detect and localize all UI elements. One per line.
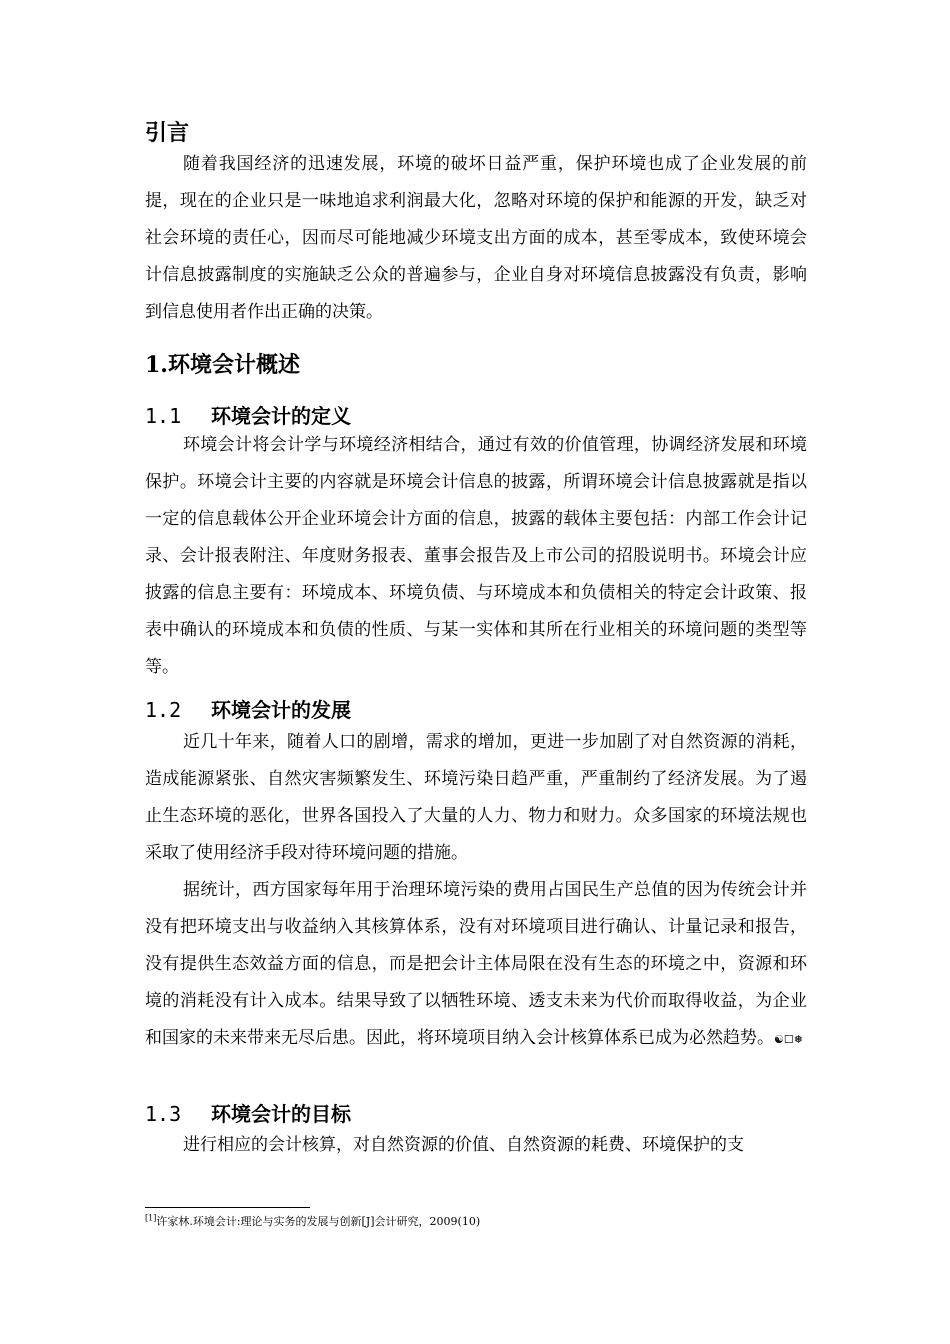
footnote-marker: [1]: [145, 1213, 157, 1223]
section-1-1-paragraph: 环境会计将会计学与环境经济相结合，通过有效的价值管理，协调经济发展和环境保护。环境会计主要的内容就是环境会计信息的披露，所谓环境会计信息披露就是指以一定的信息载体公开企业环境会计方面的信息，披露的载体主要包括：内部工作会计记录、会计报表附注、年度财务报表、董事会报告及上市公司的招股说明书。环境会计应披露的信息主要有：环境成本、环境负债、与环境成本和负债相关的特定会计政策、报表中确认的环境成本和负债的性质、与某一实体和其所在行业相关的环境问题的类型等等。: [145, 435, 807, 677]
section-title: 环境会计的目标: [211, 1102, 351, 1126]
reference-mark: ☯☐❅: [774, 1033, 803, 1046]
section-1-heading: 1.环境会计概述: [145, 352, 300, 378]
footnote: [145, 1213, 480, 1229]
section-title: 环境会计的定义: [211, 404, 351, 428]
section-number: 1.2: [145, 698, 182, 722]
section-number: 1.3: [145, 1102, 182, 1126]
section-1-3-paragraph: 进行相应的会计核算，对自然资源的价值、自然资源的耗费、环境保护的支: [183, 1135, 744, 1155]
intro-heading: 引言: [145, 120, 190, 146]
paragraph-text: 据统计，西方国家每年用于治理环境污染的费用占国民生产总值的因为传统会计并没有把环境支出与收益纳入其核算体系，没有对环境项目进行确认、计量记录和报告，没有提供生态效益方面的信息，而是把会计主体局限在没有生态的环境之中，资源和环境的消耗没有计入成本。结果导致了以牺牲环境、透支未来为代价而取得收益，为企业和国家的未来带来无尽后患。因此，将环境项目纳入会计核算体系已成为必然趋势。: [145, 880, 807, 1048]
section-title: 环境会计的发展: [211, 698, 351, 722]
intro-paragraph: 随着我国经济的迅速发展，环境的破坏日益严重，保护环境也成了企业发展的前提，现在的企业只是一味地追求利润最大化，忽略对环境的保护和能源的开发，缺乏对社会环境的责任心，因而尽可能地减少环境支出方面的成本，甚至零成本，致使环境会计信息披露制度的实施缺乏公众的普遍参与，企业自身对环境信息披露没有负责，影响到信息使用者作出正确的决策。: [145, 154, 807, 322]
section-1-1-heading: [145, 400, 351, 429]
footnote-text: 许家林.环境会计:理论与实务的发展与创新[J]会计研究，2009(10): [156, 1215, 481, 1228]
section-1-2-paragraph-2: [145, 872, 807, 1058]
footnote-divider: [145, 1207, 310, 1208]
section-number: 1.1: [145, 404, 182, 428]
section-1-3-heading: [145, 1098, 351, 1127]
section-1-2-paragraph-1: 近几十年来，随着人口的剧增，需求的增加，更进一步加剧了对自然资源的消耗，造成能源紧张、自然灾害频繁发生、环境污染日趋严重，严重制约了经济发展。为了遏止生态环境的恶化，世界各国投入了大量的人力、物力和财力。众多国家的环境法规也采取了使用经济手段对待环境问题的措施。: [145, 732, 807, 863]
section-1-2-heading: [145, 694, 351, 723]
